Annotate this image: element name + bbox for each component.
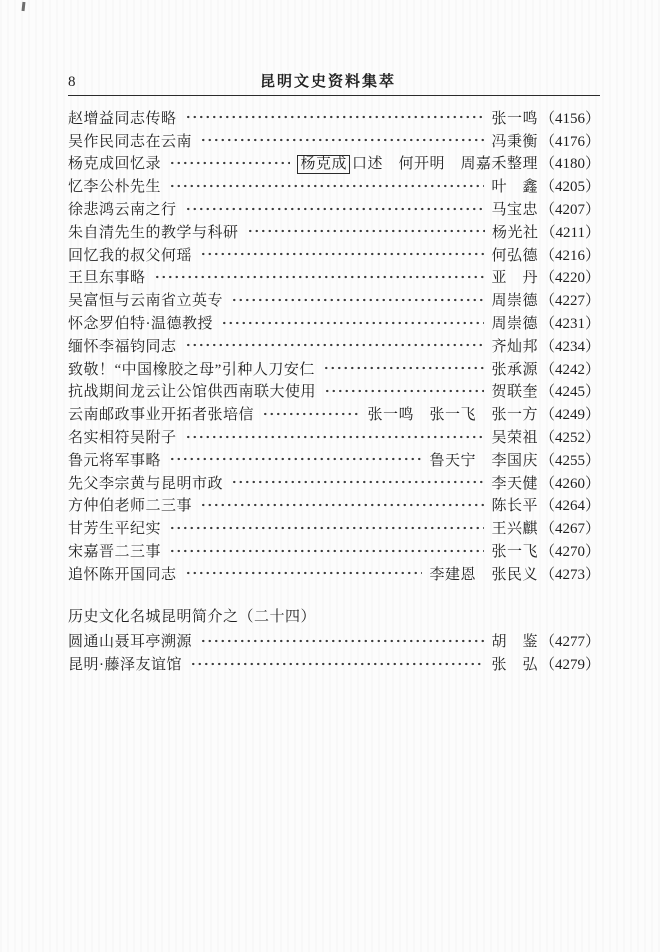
entry-title: 先父李宗黄与昆明市政 (68, 475, 224, 492)
toc-entry (68, 152, 600, 175)
entry-page: （4279） (539, 657, 600, 674)
toc-entry (68, 174, 600, 197)
entry-title: 王旦东事略 (68, 270, 146, 287)
entry-authors: 杨光社 (492, 224, 539, 241)
dot-leader (169, 181, 484, 191)
entry-page: （4270） (539, 544, 600, 561)
entry-authors-suffix: 口述 何开明 周嘉禾整理 (351, 155, 538, 172)
entry-page: （4267） (539, 521, 600, 538)
toc-entry (68, 197, 600, 220)
dot-leader (185, 204, 485, 214)
entry-page: （4260） (539, 475, 600, 492)
header-rule (68, 95, 600, 96)
dot-leader (169, 523, 484, 533)
dot-leader (221, 318, 484, 328)
dot-leader (169, 454, 422, 464)
dot-leader (200, 249, 484, 259)
entry-page: （4255） (539, 452, 600, 469)
toc-entry (68, 357, 600, 380)
entry-title: 云南邮政事业开拓者张培信 (68, 407, 255, 424)
entry-authors: 张一鸣 (491, 110, 538, 127)
page-header (68, 70, 600, 91)
entry-authors: 何弘德 (491, 247, 538, 264)
toc-entry (68, 562, 600, 585)
entry-title: 赵增益同志传略 (68, 110, 177, 127)
entry-page: （4277） (539, 634, 600, 651)
dot-leader (323, 363, 485, 373)
toc-entry (68, 129, 600, 152)
dot-leader (200, 135, 484, 145)
toc-entry (68, 266, 600, 289)
toc-entry (68, 630, 600, 653)
dot-leader (247, 226, 486, 236)
entry-authors: 周崇德 (491, 293, 538, 310)
entry-page: （4176） (539, 133, 600, 150)
entry-authors: 张承源 (491, 361, 538, 378)
toc-entry (68, 334, 600, 357)
dot-leader (231, 477, 484, 487)
entry-title: 名实相符吴附子 (68, 430, 177, 447)
entry-authors: 马宝忠 (491, 202, 538, 219)
entry-title: 怀念罗伯特·温德教授 (68, 316, 213, 333)
toc-entry (68, 106, 600, 129)
toc-entry (68, 402, 600, 425)
entry-authors: 李建恩 张民义 (429, 566, 538, 583)
entry-authors: 王兴麒 (491, 521, 538, 538)
entry-page: （4227） (539, 293, 600, 310)
entry-title: 鲁元将军事略 (68, 452, 162, 469)
dot-leader (231, 295, 484, 305)
dot-leader (185, 432, 485, 442)
entry-authors (297, 152, 538, 174)
entry-page: （4211） (540, 224, 600, 241)
entry-title: 吴作民同志在云南 (68, 133, 193, 150)
entry-authors: 齐灿邦 (491, 338, 538, 355)
entry-title: 徐悲鸿云南之行 (68, 202, 177, 219)
entry-page: （4245） (539, 384, 600, 401)
entry-authors: 贺联奎 (491, 384, 538, 401)
entry-page: （4205） (539, 179, 600, 196)
dot-leader (185, 568, 423, 578)
toc-entry (68, 471, 600, 494)
dot-leader (190, 659, 484, 669)
dot-leader (185, 340, 485, 350)
section-header: 历史文化名城昆明简介之（二十四） (68, 608, 317, 625)
entry-title: 圆通山聂耳亭溯源 (68, 634, 193, 651)
toc-entry (68, 220, 600, 243)
dot-leader (154, 272, 485, 282)
entry-authors: 鲁天宁 李国庆 (429, 452, 538, 469)
dot-leader (185, 112, 485, 122)
boxed-deceased-name: 杨克成 (297, 155, 350, 174)
entry-authors: 李天健 (491, 475, 538, 492)
entry-page: （4264） (539, 498, 600, 515)
entry-authors: 亚 丹 (491, 270, 538, 287)
entry-authors: 张一飞 (491, 544, 538, 561)
entry-title: 追怀陈开国同志 (68, 566, 177, 583)
scan-artifact (22, 2, 26, 11)
entry-title: 致敬！“中国橡胶之母”引种人刀安仁 (68, 361, 315, 378)
entry-title: 宋嘉晋二三事 (68, 544, 162, 561)
toc-entry (68, 311, 600, 334)
entry-title: 朱自清先生的教学与科研 (68, 224, 239, 241)
entry-authors: 周崇德 (491, 316, 538, 333)
entry-authors: 张一鸣 张一飞 张一方 (367, 407, 538, 424)
entry-page: （4180） (539, 156, 600, 173)
entry-title: 忆李公朴先生 (68, 179, 162, 196)
entry-page: （4249） (539, 407, 600, 424)
section-entry-list (68, 630, 600, 676)
dot-leader (262, 409, 360, 419)
dot-leader (169, 546, 484, 556)
table-of-contents (68, 106, 600, 675)
entry-authors: 叶 鑫 (491, 179, 538, 196)
toc-entry (68, 448, 600, 471)
entry-title: 回忆我的叔父何瑶 (68, 247, 193, 264)
toc-entry (68, 516, 600, 539)
entry-title: 吴富恒与云南省立英专 (68, 293, 224, 310)
dot-leader (324, 386, 484, 396)
entry-authors: 张 弘 (491, 657, 538, 674)
entry-authors: 陈长平 (491, 498, 538, 515)
entry-page: （4220） (539, 270, 600, 287)
entry-authors: 胡 鉴 (491, 634, 538, 651)
entry-authors: 吴荣祖 (491, 430, 538, 447)
entry-page: （4273） (539, 566, 600, 583)
toc-entry (68, 494, 600, 517)
entry-page: （4242） (539, 361, 600, 378)
entry-title: 方仲伯老师二三事 (68, 498, 193, 515)
toc-entry (68, 380, 600, 403)
toc-entry (68, 425, 600, 448)
dot-leader (200, 636, 484, 646)
toc-entry (68, 652, 600, 675)
entry-title: 昆明·藤泽友谊馆 (68, 657, 182, 674)
entry-page: （4234） (539, 338, 600, 355)
entry-title: 抗战期间龙云让公馆供西南联大使用 (68, 384, 317, 401)
entry-authors: 冯秉衡 (491, 133, 538, 150)
page-number: 8 (68, 74, 76, 90)
entry-page: （4231） (539, 316, 600, 333)
dot-leader (169, 158, 290, 168)
entry-page: （4207） (539, 202, 600, 219)
entry-page: （4156） (539, 110, 600, 127)
toc-entry (68, 288, 600, 311)
entry-page: （4216） (539, 247, 600, 264)
entry-title: 缅怀李福钧同志 (68, 338, 177, 355)
toc-entry (68, 539, 600, 562)
toc-entry (68, 243, 600, 266)
entry-title: 甘芳生平纪实 (68, 521, 162, 538)
dot-leader (200, 500, 484, 510)
book-title: 昆明文史资料集萃 (259, 74, 396, 90)
entry-page: （4252） (539, 430, 600, 447)
entry-title: 杨克成回忆录 (68, 156, 162, 173)
